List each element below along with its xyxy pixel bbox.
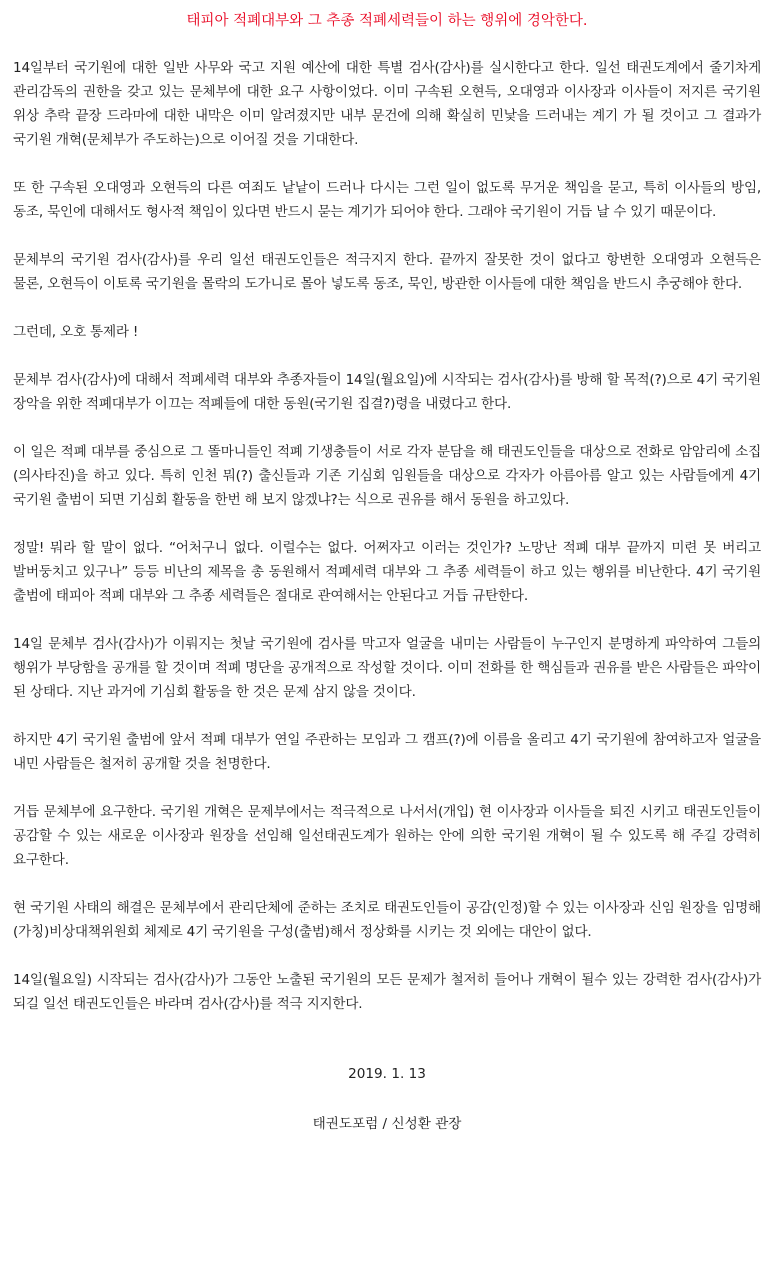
paragraph-8: 14일 문체부 검사(감사)가 이뤄지는 첫날 국기원에 검사를 막고자 얼굴을 내미는 사람들이 누구인지 분명하게 파악하여 그들의 행위가 부당함을 공개를 할 것이며 적폐 명단을 공개적으로 작성할 것이다. 이미 전화를 한 핵심들과 권유를 받은 사람들은 파악이 된 상태다. 지난 과거에 기심회 활동을 한 것은 문제 삼지 않을 것이다. — [13, 636, 761, 700]
paragraph-3: 문체부의 국기원 검사(감사)를 우리 일선 태권도인들은 적극지지 한다. 끝까지 잘못한 것이 없다고 항변한 오대영과 오현득은 물론, 오현득이 이토록 국기원을 몰락의 도가니로 몰아 넣도록 동조, 묵인, 방관한 이사들에 대한 책임을 반드시 추궁해야 한다. — [13, 252, 761, 292]
paragraph-5: 문체부 검사(감사)에 대해서 적폐세력 대부와 추종자들이 14일(월요일)에 시작되는 검사(감사)를 방해 할 목적(?)으로 4기 국기원 장악을 위한 적폐대부가 이끄는 적폐들에 대한 동원(국기원 집결?)령을 내렸다고 한다. — [13, 372, 761, 412]
paragraph-7: 정말! 뭐라 할 말이 없다. “어처구니 없다. 이럴수는 없다. 어쩌자고 이러는 것인가? 노망난 적폐 대부 끝까지 미련 못 버리고 발버둥치고 있구나” 등등 비난의 제목을 총 동원해서 적폐세력 대부와 그 추종 세력들이 하고 있는 행위를 비난한다. 4기 국기원 출범에 태피아 적폐 대부와 그 추종 세력들은 절대로 관여해서는 안된다고 거듭 규탄한다. — [13, 540, 761, 604]
paragraph-10: 거듭 문체부에 요구한다. 국기원 개혁은 문제부에서는 적극적으로 나서서(개입) 현 이사장과 이사들을 퇴진 시키고 태권도인들이 공감할 수 있는 새로운 이사장과 원장을 선임해 일선태권도계가 원하는 안에 의한 국기원 개혁이 될 수 있도록 해 주길 강력히 요구한다. — [13, 804, 761, 868]
paragraph-9: 하지만 4기 국기원 출범에 앞서 적폐 대부가 연일 주관하는 모임과 그 캠프(?)에 이름을 올리고 4기 국기원에 참여하고자 얼굴을 내민 사람들은 철저히 공개할 것을 천명한다. — [13, 732, 761, 772]
paragraph-2: 또 한 구속된 오대영과 오현득의 다른 여죄도 낱낱이 드러나 다시는 그런 일이 없도록 무거운 책임을 묻고, 특히 이사들의 방임, 동조, 묵인에 대해서도 형사적 책임이 있다면 반드시 묻는 계기가 되어야 한다. 그래야 국기원이 거듭 날 수 있기 때문이다. — [13, 180, 761, 220]
paragraph-6: 이 일은 적폐 대부를 중심으로 그 똘마니들인 적폐 기생충들이 서로 각자 분담을 해 태권도인들을 대상으로 전화로 암암리에 소집(의사타진)을 하고 있다. 특히 인천 뭐(?) 출신들과 기존 기심회 임원들을 대상으로 각자가 아름아름 알고 있는 사람들에게 4기 국기원 출범이 되면 기심회 활동을 한번 해 보지 않겠냐?는 식으로 권유를 해서 동원을 하고있다. — [13, 444, 761, 508]
article-title: 태피아 적폐대부와 그 추종 적폐세력들이 하는 행위에 경악한다. — [186, 13, 588, 29]
paragraph-1: 14일부터 국기원에 대한 일반 사무와 국고 지원 예산에 대한 특별 검사(감사)를 실시한다고 한다. 일선 태권도계에서 줄기차게 관리감독의 권한을 갖고 있는 문체부에 대한 요구 사항이었다. 이미 구속된 오현득, 오대영과 이사장과 이사들이 저지른 국기원 위상 추락 끝장 드라마에 대한 내막은 이미 알려졌지만 내부 문건에 의해 확실히 민낯을 드러내는 계기 가 될 것이고 그 결과가 국기원 개혁(문체부가 주도하는)으로 이어질 것을 기대한다. — [13, 60, 761, 148]
paragraph-11: 현 국기원 사태의 해결은 문체부에서 관리단체에 준하는 조치로 태권도인들이 공감(인정)할 수 있는 이사장과 신임 원장을 임명해 (가칭)비상대책위원회 체제로 4기 국기원을 구성(출범)해서 정상화를 시키는 것 외에는 대안이 없다. — [13, 900, 761, 940]
paragraph-12: 14일(월요일) 시작되는 검사(감사)가 그동안 노출된 국기원의 모든 문제가 철저히 들어나 개혁이 될수 있는 강력한 검사(감사)가 되길 일선 태권도인들은 바라며 검사(감사)를 적극 지지한다. — [13, 972, 761, 1012]
article-signature: 태권도포럼 / 신성환 관장 — [312, 1116, 462, 1132]
paragraph-4: 그런데, 오호 통제라 ! — [13, 324, 139, 340]
article-date: 2019. 1. 13 — [348, 1066, 426, 1082]
